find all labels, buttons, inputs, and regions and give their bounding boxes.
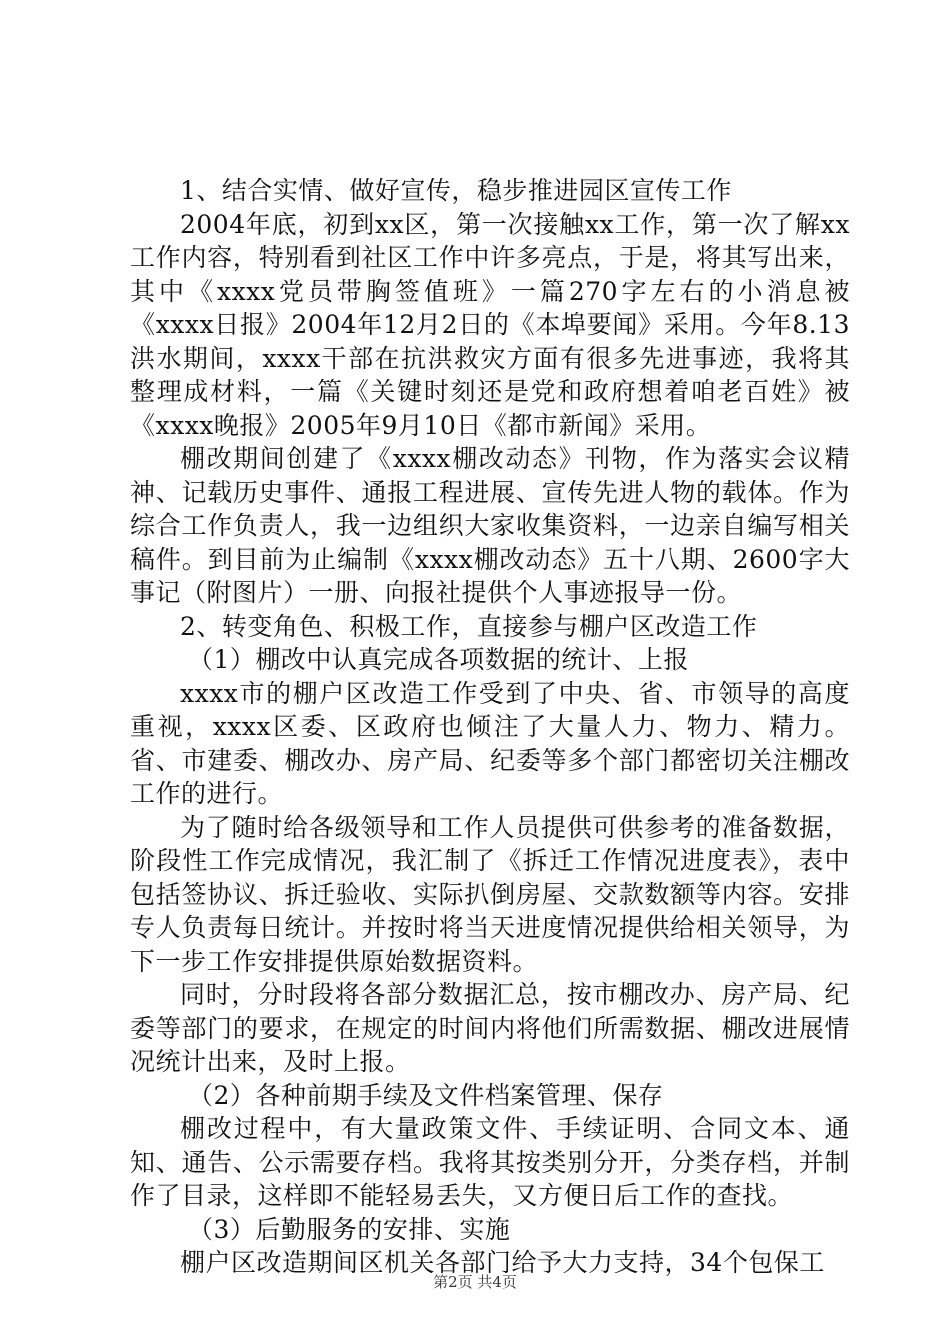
section-heading-1: 1、结合实情、做好宣传，稳步推进园区宣传工作 (180, 176, 732, 205)
body-paragraph: 同时，分时段将各部分数据汇总，按市棚改办、房产局、纪委等部门的要求，在规定的时间内将他们所需数据、棚改进展情况统计出来，及时上报。 (130, 980, 850, 1076)
document-body (130, 174, 850, 1280)
body-paragraph: xxxx市的棚户区改造工作受到了中央、省、市领导的高度重视，xxxx区委、区政府也倾注了大量人力、物力、精力。省、市建委、棚改办、房产局、纪委等多个部门都密切关注棚改工作的进行。 (130, 678, 850, 808)
subsection-heading-3: （3）后勤服务的安排、实施 (188, 1214, 511, 1244)
body-paragraph: 为了随时给各级领导和工作人员提供可供参考的准备数据，阶段性工作完成情况，我汇制了《拆迁工作情况进度表》，表中包括签协议、拆迁验收、实际扒倒房屋、交款数额等内容。安排专人负责每日统计。并按时将当天进度情况提供给相关领导，为下一步工作安排提供原始数据资料。 (130, 812, 850, 976)
page-footer: 第2页 共4页 (433, 1273, 517, 1291)
body-paragraph: 棚户区改造期间区机关各部门给予大力支持，34个包保工 (180, 1248, 825, 1277)
body-paragraph: 棚改期间创建了《xxxx棚改动态》刊物，作为落实会议精神、记载历史事件、通报工程进展、宣传先进人物的载体。作为综合工作负责人，我一边组织大家收集资料，一边亲自编写相关稿件。到目前为止编制《xxxx棚改动态》五十八期、2600字大事记（附图片）一册、向报社提供个人事迹报导一份。 (130, 444, 850, 607)
subsection-heading-1: （1）棚改中认真完成各项数据的统计、上报 (188, 645, 689, 674)
body-paragraph: 棚改过程中，有大量政策文件、手续证明、合同文本、通知、通告、公示需要存档。我将其按类别分开，分类存档，并制作了目录，这样即不能轻易丢失，又方便日后工作的查找。 (130, 1114, 850, 1210)
subsection-heading-2: （2）各种前期手续及文件档案管理、保存 (188, 1080, 664, 1110)
section-heading-2: 2、转变角色、积极工作，直接参与棚户区改造工作 (180, 611, 758, 641)
body-paragraph: 2004年底，初到xx区，第一次接触xx工作，第一次了解xx工作内容，特别看到社区工作中许多亮点，于是，将其写出来，其中《xxxx党员带胸签值班》一篇270字左右的小消息被《xxxx日报》2004年12月2日的《本埠要闻》采用。今年8.13洪水期间，xxxx干部在抗洪救灾方面有很多先进事迹，我将其整理成材料，一篇《关键时刻还是党和政府想着咱老百姓》被《xxxx晚报》2005年9月10日《都市新闻》采用。 (130, 209, 850, 440)
